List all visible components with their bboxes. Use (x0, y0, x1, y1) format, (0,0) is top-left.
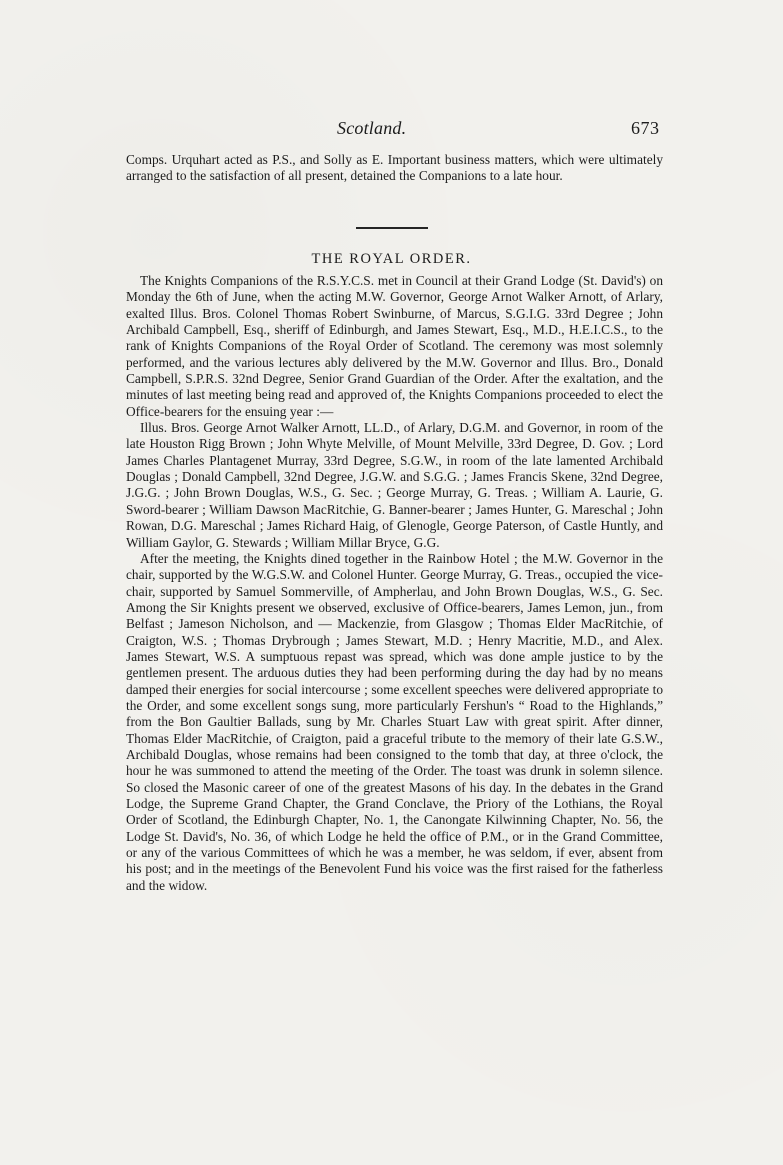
intro-paragraph-block (126, 152, 663, 185)
section-heading: THE ROYAL ORDER. (311, 251, 472, 267)
body-paragraph-office-bearers: Illus. Bros. George Arnot Walker Arnott, LL.D., of Arlary, D.G.M. and Governor, in room of the late Houston Rigg Brown ; John Whyte Melville, of Mount Melville, 33rd Degree, D. Gov. ; Lord James Charles Plantagenet Murray, 33rd Degree, S.G.W., in room of the late lamented Archibald Douglas ; Donald Campbell, 32nd Degree, J.G.W. and S.G.G. ; James Francis Skene, 32nd Degree, J.G.G. ; John Brown Douglas, W.S., G. Sec. ; George Murray, G. Treas. ; William A. Laurie, G. Sword-bearer ; William Dawson MacRitchie, G. Banner-bearer ; James Hunter, G. Mareschal ; John Rowan, D.G. Mareschal ; James Richard Haig, of Glenogle, George Paterson, of Castle Huntly, and William Gaylor, G. Stewards ; William Millar Bryce, G.G. (126, 420, 663, 550)
section-body (126, 273, 663, 894)
page-header (0, 118, 783, 144)
body-paragraph-council: The Knights Companions of the R.S.Y.C.S. met in Council at their Grand Lodge (St. David's) on Monday the 6th of June, when the acting M.W. Governor, George Arnot Walker Arnott, of Arlary, exalted Illus. Bros. Colonel Thomas Robert Swinburne, of Marcus, S.G.I.G. 33rd Degree ; John Archibald Campbell, Esq., sheriff of Edinburgh, and James Stewart, Esq., M.D., H.E.I.C.S., to the rank of Knights Companions of the Royal Order of Scotland. The ceremony was most solemnly performed, and the various lectures ably delivered by the M.W. Governor and Illus. Bro., Donald Campbell, S.P.R.S. 32nd Degree, Senior Grand Guardian of the Order. After the exaltation, and the minutes of last meeting being read and approved of, the Knights Companions proceeded to elect the Office-bearers for the ensuing year :— (126, 273, 663, 419)
running-title: Scotland. (337, 118, 407, 138)
intro-paragraph: Comps. Urquhart acted as P.S., and Solly as E. Important business matters, which were ultimately arranged to the satisfaction of all present, detained the Companions to a late hour. (126, 152, 663, 184)
body-paragraph-dinner: After the meeting, the Knights dined together in the Rainbow Hotel ; the M.W. Governor in the chair, supported by the W.G.S.W. and Colonel Hunter. George Murray, G. Treas., occupied the vice-chair, supported by Samuel Sommerville, of Ampherlau, and John Brown Douglas, W.S., G. Sec. Among the Sir Knights present we observed, exclusive of Office-bearers, James Lemon, jun., from Belfast ; Jameson Nicholson, and — Mackenzie, from Glasgow ; Thomas Elder MacRitchie, of Craigton, W.S. ; Thomas Drybrough ; James Stewart, M.D. ; Henry Macritie, M.D., and Alex. James Stewart, W.S. A sumptuous repast was spread, which was done ample justice to by the gentlemen present. The arduous duties they had been performing during the day had by no means damped their energies for social intercourse ; some excellent speeches were delivered appropriate to the Order, and some excellent songs sung, more particularly Fershun's “ Road to the Highlands,” from the Bon Gaultier Ballads, sung by Mr. Charles Stuart Law with great spirit. After dinner, Thomas Elder MacRitchie, of Craigton, paid a graceful tribute to the memory of their late G.S.W., Archibald Douglas, whose remains had been consigned to the tomb that day, at three o'clock, the hour he was summoned to attend the meeting of the Order. The toast was drunk in solemn silence. So closed the Masonic career of one of the greatest Masons of his day. In the debates in the Grand Lodge, the Supreme Grand Chapter, the Grand Conclave, the Priory of the Lothians, the Royal Order of Scotland, the Edinburgh Chapter, No. 1, the Canongate Kilwinning Chapter, No. 56, the Lodge St. David's, No. 36, of which Lodge he held the office of P.M., or in the Grand Committee, or any of the various Committees of which he was a member, he was seldom, if ever, absent from his post; and in the meetings of the Benevolent Fund his voice was the first raised for the fatherless and the widow. (126, 550, 663, 893)
section-divider (356, 227, 428, 229)
page-number: 673 (631, 118, 660, 138)
